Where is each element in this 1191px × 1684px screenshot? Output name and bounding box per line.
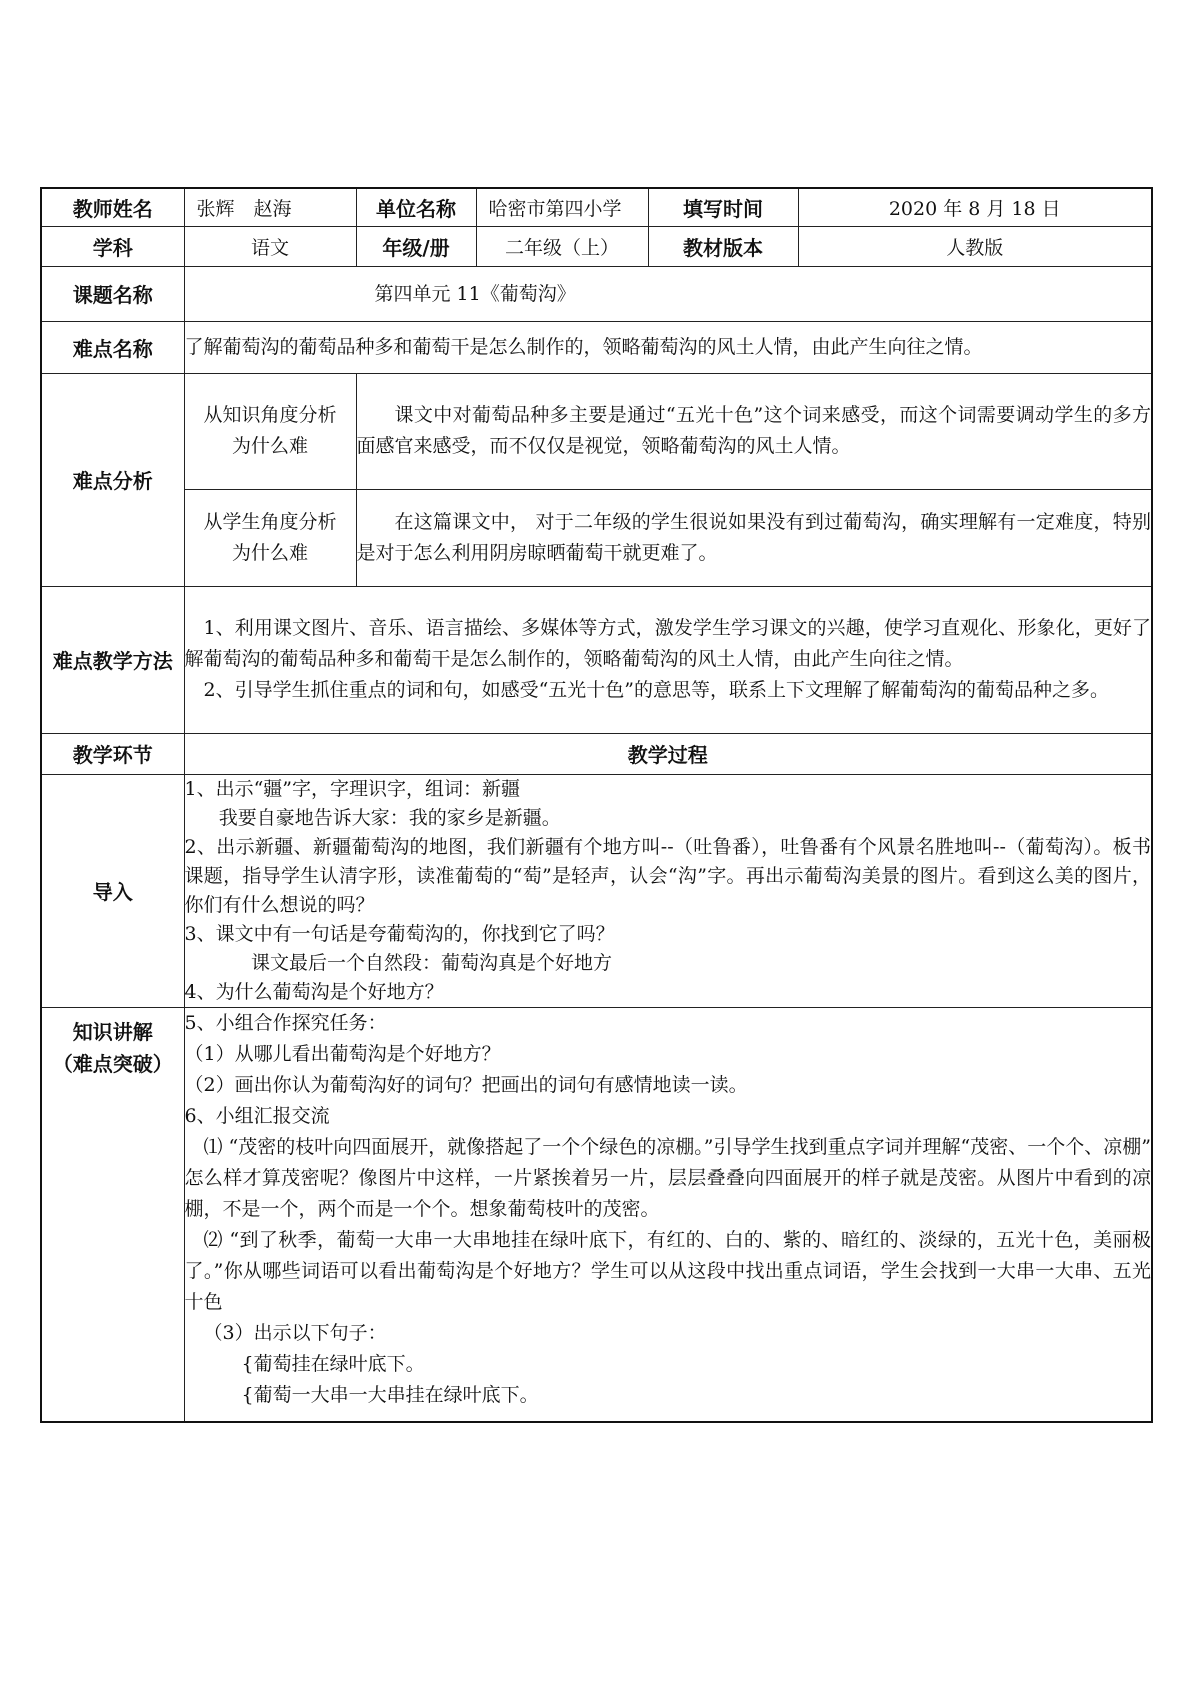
process-header-row [41, 733, 1152, 774]
knowledge-line-6: ⑵ “到了秋季，葡萄一大串一大串地挂在绿叶底下，有红的、白的、紫的、暗红的、淡绿的，五光十色，美丽极了。”你从哪些词语可以看出葡萄沟是个好地方？学生可以从这段中找出重点词语，学生会找到一大串一大串、五光十色 [184, 1228, 1151, 1313]
intro-line-2: 我要自豪地告诉大家：我的家乡是新疆。 [218, 806, 561, 829]
intro-row [41, 774, 1152, 1007]
methods-paragraph-1: 1、利用课文图片、音乐、语言描绘、多媒体等方式，激发学生学习课文的兴趣，使学习直观化、形象化，更好了解葡萄沟的葡萄品种多和葡萄干是怎么制作的，领略葡萄沟的风土人情，由此产生向往之情。 [184, 617, 1151, 670]
process-header-label: 教学过程 [184, 733, 1152, 774]
intro-line-4: 3、课文中有一句话是夸葡萄沟的，你找到它了吗？ [184, 922, 615, 945]
intro-label: 导入 [41, 774, 184, 1007]
student-angle-label-line-2: 为什么难 [231, 541, 308, 564]
header-row-2 [41, 226, 1152, 266]
student-angle-label [184, 489, 356, 586]
knowledge-angle-paragraph: 课文中对葡萄品种多主要是通过“五光十色”这个词来感受，而这个词需要调动学生的多方面感官来感受，而不仅仅是视觉，领略葡萄沟的风土人情。 [356, 404, 1151, 457]
methods-label: 难点教学方法 [41, 586, 184, 733]
analysis-label: 难点分析 [41, 373, 184, 586]
knowledge-line-4: 6、小组汇报交流 [184, 1104, 330, 1127]
topic-label: 课题名称 [41, 266, 184, 321]
knowledge-line-2: （1）从哪儿看出葡萄沟是个好地方？ [184, 1042, 501, 1065]
knowledge-row [41, 1007, 1152, 1422]
student-angle-text [356, 489, 1152, 586]
intro-text [184, 774, 1152, 1007]
knowledge-text [184, 1007, 1152, 1422]
unit-name-value: 哈密市第四小学 [476, 188, 648, 226]
topic-row [41, 266, 1152, 321]
lesson-plan-document [40, 187, 1151, 1423]
knowledge-line-9: {葡萄一大串一大串挂在绿叶底下。 [241, 1383, 539, 1406]
knowledge-line-7: （3）出示以下句子： [203, 1321, 387, 1344]
methods-paragraph-2: 2、引导学生抓住重点的词和句，如感受“五光十色”的意思等，联系上下文理解了解葡萄沟的葡萄品种之多。 [203, 679, 1110, 701]
edition-label: 教材版本 [648, 226, 798, 266]
teacher-name-label: 教师姓名 [41, 188, 184, 226]
edition-value: 人教版 [798, 226, 1152, 266]
difficulty-row [41, 321, 1152, 373]
lesson-plan-table [40, 187, 1153, 1423]
analysis-knowledge-row [41, 373, 1152, 489]
topic-value: 第四单元 11《葡萄沟》 [184, 266, 1152, 321]
knowledge-angle-label-line-1: 从知识角度分析 [203, 404, 337, 426]
fill-date-value: 2020 年 8 月 18 日 [798, 188, 1152, 226]
subject-label: 学科 [41, 226, 184, 266]
intro-line-1: 1、出示“疆”字，字理识字，组词：新疆 [184, 777, 521, 800]
knowledge-line-8: {葡萄挂在绿叶底下。 [241, 1352, 425, 1375]
difficulty-label: 难点名称 [41, 321, 184, 373]
knowledge-angle-label [184, 373, 356, 489]
intro-line-3: 2、出示新疆、新疆葡萄沟的地图，我们新疆有个地方叫--（吐鲁番），吐鲁番有个风景名胜地叫--（葡萄沟）。板书课题，指导学生认清字形，读准葡萄的“萄”是轻声，认会“沟”字。再出示葡萄沟美景的图片。看到这么美的图片，你们有什么想说的吗？ [184, 835, 1151, 916]
grade-value: 二年级（上） [476, 226, 648, 266]
unit-name-label: 单位名称 [356, 188, 476, 226]
methods-row [41, 586, 1152, 733]
grade-label: 年级/册 [356, 226, 476, 266]
header-row-1 [41, 188, 1152, 226]
knowledge-label [41, 1007, 184, 1422]
knowledge-angle-label-line-2: 为什么难 [231, 435, 308, 457]
teacher-name-value: 张辉 赵海 [184, 188, 356, 226]
subject-value: 语文 [184, 226, 356, 266]
knowledge-line-1: 5、小组合作探究任务： [184, 1011, 387, 1034]
student-angle-paragraph: 在这篇课文中， 对于二年级的学生很说如果没有到过葡萄沟，确实理解有一定难度，特别是对于怎么利用阴房晾晒葡萄干就更难了。 [356, 510, 1151, 564]
fill-date-label: 填写时间 [648, 188, 798, 226]
intro-line-6: 4、为什么葡萄沟是个好地方？ [184, 980, 444, 1003]
student-angle-label-line-1: 从学生角度分析 [203, 510, 337, 533]
knowledge-line-5: ⑴ “茂密的枝叶向四面展开，就像搭起了一个个绿色的凉棚。”引导学生找到重点字词并理解“茂密、一个个、凉棚” 怎么样才算茂密呢？像图片中这样，一片紧挨着另一片，层层叠叠向四面展开的样子就是茂密。从图片中看到的凉棚，不是一个，两个而是一个个。想象葡萄枝叶的茂密。 [184, 1135, 1151, 1220]
analysis-student-row [41, 489, 1152, 586]
knowledge-angle-text [356, 373, 1152, 489]
knowledge-label-line-2: （难点突破） [52, 1051, 173, 1076]
difficulty-value: 了解葡萄沟的葡萄品种多和葡萄干是怎么制作的，领略葡萄沟的风土人情，由此产生向往之情。 [184, 321, 1152, 373]
methods-text [184, 586, 1152, 733]
knowledge-label-line-1: 知识讲解 [72, 1019, 153, 1044]
knowledge-line-3: （2）画出你认为葡萄沟好的词句？把画出的词句有感情地读一读。 [184, 1073, 748, 1096]
intro-line-5: 课文最后一个自然段：葡萄沟真是个好地方 [251, 951, 613, 974]
stage-header-label: 教学环节 [41, 733, 184, 774]
